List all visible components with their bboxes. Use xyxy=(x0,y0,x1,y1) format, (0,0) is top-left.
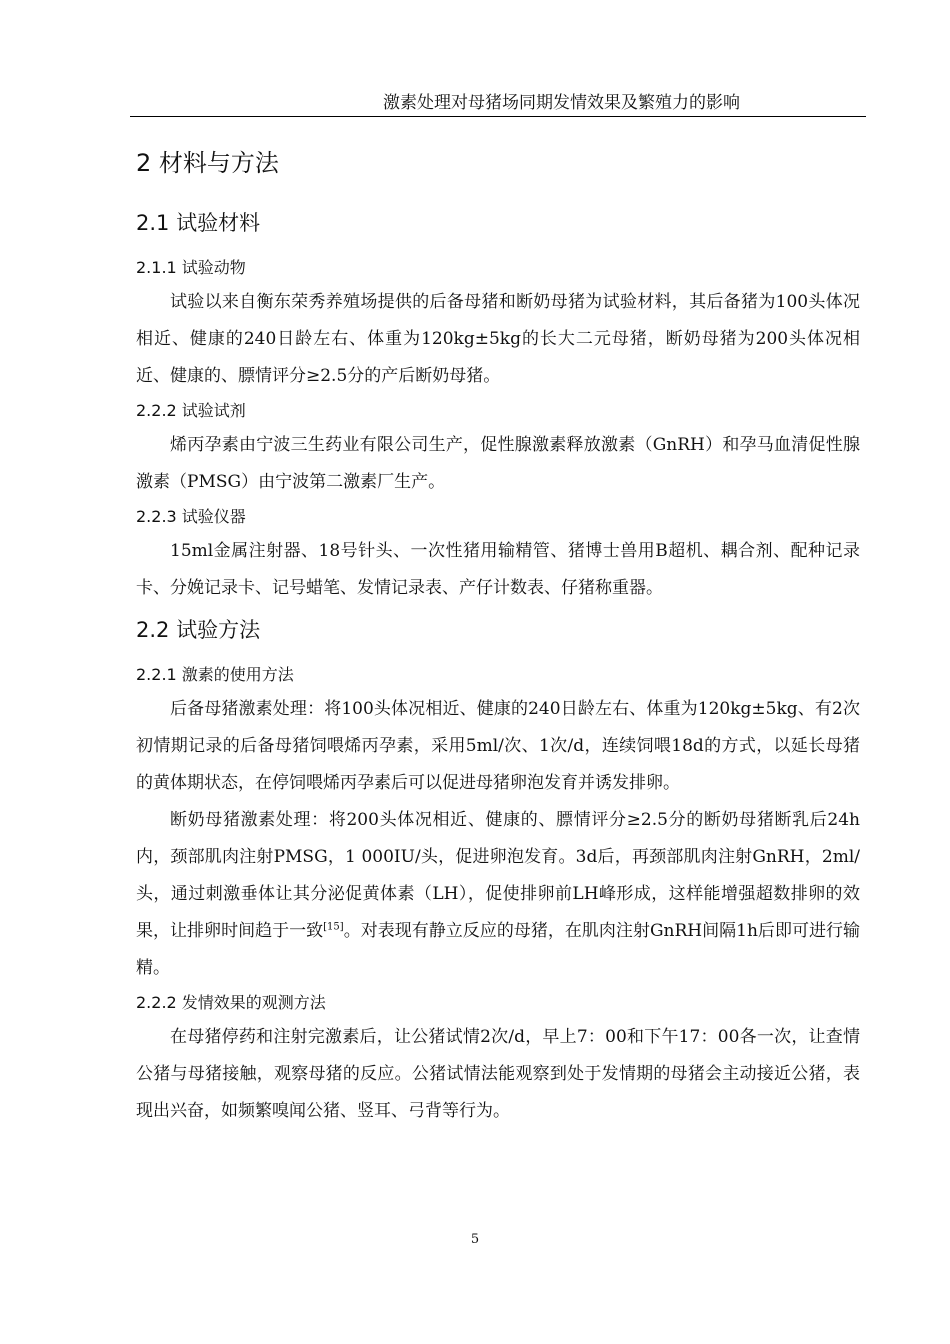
running-header-title: 激素处理对母猪场同期发情效果及繁殖力的影响 xyxy=(383,93,740,113)
paragraph-estrus-observation: 在母猪停药和注射完激素后，让公猪试情2次/d，早上7：00和下午17：00各一次，让查情公猪与母猪接触，观察母猪的反应。公猪试情法能观察到处于发情期的母猪会主动接近公猪，表现出兴奋，如频繁嗅闻公猪、竖耳、弓背等行为。 xyxy=(136,1027,860,1121)
citation-ref: [15] xyxy=(323,921,344,933)
subsubsection-heading-animals: 2.1.1 试验动物 xyxy=(136,258,246,277)
subsubsection-heading-estrus-observation: 2.2.2 发情效果的观测方法 xyxy=(136,993,326,1012)
subsubsection-heading-hormone-use: 2.2.1 激素的使用方法 xyxy=(136,665,294,684)
sow-treatment-text-end: 。对表现有静立反应的母猪，在肌肉注射GnRH间隔1h后即可进行输精。 xyxy=(136,921,860,978)
spacer xyxy=(136,607,860,615)
page-body xyxy=(136,140,860,1130)
paragraph-animals: 试验以来自衡东荣秀养殖场提供的后备母猪和断奶母猪为试验材料，其后备猪为100头体况相近、健康的240日龄左右、体重为120kg±5kg的长大二元母猪，断奶母猪为200头体况相近、健康的、膘情评分≥2.5分的产后断奶母猪。 xyxy=(136,292,860,386)
subsection-heading-materials: 2.1 试验材料 xyxy=(136,211,261,235)
subsubsection-heading-instruments: 2.2.3 试验仪器 xyxy=(136,507,246,526)
subsubsection-heading-reagents: 2.2.2 试验试剂 xyxy=(136,401,246,420)
subsection-heading-methods: 2.2 试验方法 xyxy=(136,618,261,642)
page-number: 5 xyxy=(470,1232,480,1247)
section-heading: 2 材料与方法 xyxy=(136,149,279,177)
paragraph-gilt-treatment: 后备母猪激素处理：将100头体况相近、健康的240日龄左右、体重为120kg±5kg、有2次初情期记录的后备母猪饲喂烯丙孕素，采用5ml/次、1次/d，连续饲喂18d的方式，以延长母猪的黄体期状态，在停饲喂烯丙孕素后可以促进母猪卵泡发育并诱发排卵。 xyxy=(136,699,860,793)
paragraph-reagents: 烯丙孕素由宁波三生药业有限公司生产，促性腺激素释放激素（GnRH）和孕马血清促性腺激素（PMSG）由宁波第二激素厂生产。 xyxy=(136,435,860,492)
running-header xyxy=(130,92,866,117)
paragraph-sow-treatment xyxy=(136,802,860,987)
paragraph-instruments: 15ml金属注射器、18号针头、一次性猪用输精管、猪博士兽用B超机、耦合剂、配种记录卡、分娩记录卡、记号蜡笔、发情记录表、产仔计数表、仔猪称重器。 xyxy=(136,541,860,598)
sow-treatment-text: 断奶母猪激素处理：将200头体况相近、健康的、膘情评分≥2.5分的断奶母猪断乳后24h内，颈部肌肉注射PMSG，1 000IU/头，促进卵泡发育。3d后，再颈部肌肉注射GnRH，2ml/头，通过刺激垂体让其分泌促黄体素（LH），促使排卵前LH峰形成，这样能增强超数排卵的效果，让排卵时间趋于一致 xyxy=(136,810,860,941)
